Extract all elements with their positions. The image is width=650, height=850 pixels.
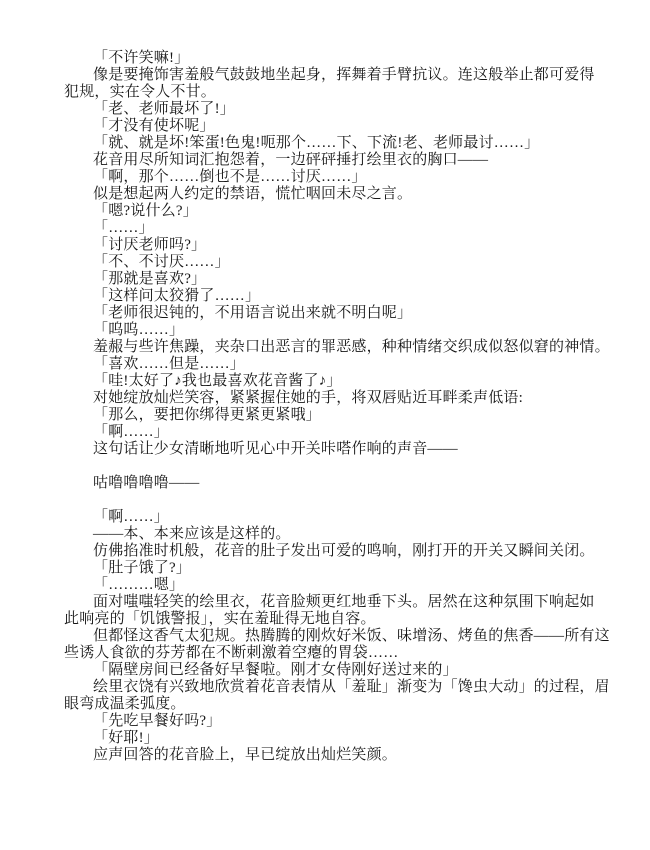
text-line: 「呜呜……」 bbox=[93, 322, 185, 338]
text-line: 「讨厌老师吗?」 bbox=[93, 237, 207, 253]
text-line: 「老、老师最坏了!」 bbox=[93, 101, 235, 117]
text-line: 像是要掩饰害羞般气鼓鼓地坐起身，挥舞着手臂抗议。连这般举止都可爱得 bbox=[93, 67, 595, 83]
text-line: 眼弯成温柔弧度。 bbox=[64, 696, 186, 712]
text-line: 应声回答的花音脸上，早已绽放出灿烂笑颜。 bbox=[93, 747, 398, 763]
text-line: 「……」 bbox=[93, 220, 154, 236]
text-line: 绘里衣饶有兴致地欣赏着花音表情从「羞耻」渐变为「馋虫大动」的过程，眉 bbox=[93, 679, 610, 695]
text-line: 这句话让少女清晰地听见心中开关咔嗒作响的声音—— bbox=[93, 441, 458, 457]
text-line: 对她绽放灿烂笑容，紧紧握住她的手，将双唇贴近耳畔柔声低语: bbox=[93, 390, 523, 406]
text-line: 面对嗤嗤轻笑的绘里衣，花音脸颊更红地垂下头。居然在这种氛围下响起如 bbox=[93, 594, 595, 610]
text-line: 羞赧与些许焦躁，夹杂口出恶言的罪恶感，种种情绪交织成似怒似窘的神情。 bbox=[93, 339, 610, 355]
text-line: ——本、本来应该是这样的。 bbox=[93, 526, 291, 542]
text-line: 似是想起两人约定的禁语，慌忙咽回未尽之言。 bbox=[93, 186, 413, 202]
text-line: 「先吃早餐好吗?」 bbox=[93, 713, 222, 729]
text-line: 仿佛掐准时机般，花音的肚子发出可爱的鸣响，刚打开的开关又瞬间关闭。 bbox=[93, 543, 595, 559]
blank-line bbox=[64, 458, 622, 475]
text-line: 「就、就是坏!笨蛋!色鬼!呃那个……下、下流!老、老师最讨……」 bbox=[93, 135, 540, 151]
text-line: 「不许笑嘛!」 bbox=[93, 50, 190, 66]
text-line: 「哇!太好了♪我也最喜欢花音酱了♪」 bbox=[93, 373, 342, 389]
text-line: 「这样问太狡猾了……」 bbox=[93, 288, 261, 304]
text-line: 「好耶!」 bbox=[93, 730, 159, 746]
text-line: 「才没有使坏呢」 bbox=[93, 118, 215, 134]
text-line: 「喜欢……但是……」 bbox=[93, 356, 246, 372]
text-line: 「啊，那个……倒也不是……讨厌……」 bbox=[93, 169, 367, 185]
text-line: 「嗯?说什么?」 bbox=[93, 203, 198, 219]
text-line: 「啊……」 bbox=[93, 509, 170, 525]
text-line: 「那么，要把你绑得更紧更紧哦」 bbox=[93, 407, 322, 423]
text-line: 此响亮的「饥饿警报」，实在羞耻得无地自容。 bbox=[64, 611, 376, 627]
text-line: 「肚子饿了?」 bbox=[93, 560, 192, 576]
text-block bbox=[64, 50, 622, 764]
text-line: 「老师很迟钝的，不用语言说出来就不明白呢」 bbox=[93, 305, 413, 321]
text-line: 犯规，实在令人不甘。 bbox=[64, 84, 217, 100]
text-line: 「不、不讨厌……」 bbox=[93, 254, 230, 270]
blank-line bbox=[64, 492, 622, 509]
text-line: 咕噜噜噜噜—— bbox=[93, 475, 200, 491]
text-line: 「隔壁房间已经备好早餐啦。刚才女侍刚好送过来的」 bbox=[93, 662, 458, 678]
text-line: 但都怪这香气太犯规。热腾腾的刚炊好米饭、味增汤、烤鱼的焦香——所有这 bbox=[93, 628, 610, 644]
text-line: 些诱人食欲的芬芳都在不断刺激着空瘪的胃袋…… bbox=[64, 645, 399, 661]
text-line: 「啊……」 bbox=[93, 424, 170, 440]
text-line: 「那就是喜欢?」 bbox=[93, 271, 207, 287]
text-line: 「………嗯」 bbox=[93, 577, 185, 593]
text-line: 花音用尽所知词汇抱怨着，一边砰砰捶打绘里衣的胸口—— bbox=[93, 152, 489, 168]
